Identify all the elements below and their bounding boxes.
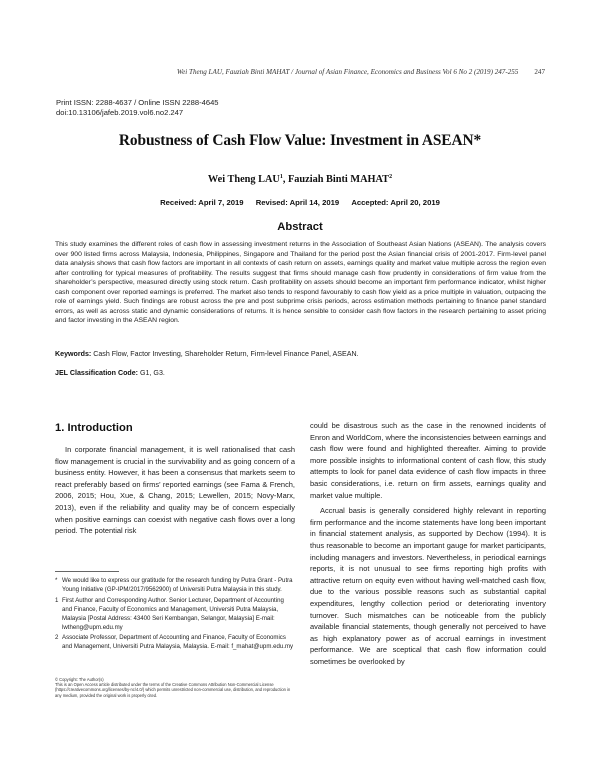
abstract-heading: Abstract [277, 221, 323, 233]
introduction-heading: 1. Introduction [55, 422, 133, 434]
footnote-mark: 2 [55, 634, 59, 642]
doi-line[interactable]: doi:10.13106/jafeb.2019.vol6.no2.247 [56, 107, 184, 117]
revised-date: Revised: April 14, 2019 [255, 198, 340, 207]
author-line [0, 174, 600, 185]
keywords-line [55, 350, 546, 358]
keywords-label: Keywords: [55, 350, 92, 358]
jel-text: G1, G3. [138, 369, 165, 377]
footnote-mark: 1 [55, 596, 59, 604]
author-2-affiliation-mark: 2 [389, 174, 393, 180]
left-column [55, 420, 295, 537]
footnotes [55, 577, 295, 654]
jel-label: JEL Classification Code: [55, 369, 139, 377]
author-2: Fauziah Binti MAHAT [287, 174, 390, 185]
paper-title: Robustness of Cash Flow Value: Investment in ASEAN* [118, 132, 482, 149]
right-column [310, 420, 546, 667]
submission-dates [0, 198, 600, 207]
issn-block [56, 98, 219, 117]
copyright-line: © Copyright: The Author(s) [55, 677, 104, 682]
license-text: This is an Open Access article distributed under the terms of the Creative Commons Attribution Non-Commercial License (https://creativecommons.org/licenses/by-nc/4.0/) which permits unrestricted non-commercial use, distribution, and reproduction in any medium, provided the original work is properly cited. [55, 682, 291, 698]
running-header [60, 68, 545, 76]
footnote-text: First Author and Corresponding Author. Senior Lecturer, Department of Accounting and Finance, Faculty of Economics and Management, Universiti Putra Malaysia, Malaysia [Postal Address: 43400 Seri Kembangan, Selangor, Malaysia] E-mail: lwtheng@upm.edu.my [62, 596, 284, 631]
keywords-text: Cash Flow, Factor Investing, Shareholder Return, Firm-level Finance Panel, ASEAN. [91, 350, 359, 358]
license-notice [55, 677, 295, 698]
author-1: Wei Theng LAU [207, 174, 280, 185]
page-number: 247 [534, 68, 545, 76]
intro-paragraph-2: Accrual basis is generally considered highly relevant in reporting firm performance and the income statements have long been important in financial statement analysis, as supported by Dechow (1994). It is thus reasonable to become an important gauge for market participants, including managers and investors. Nevertheless, in periodical earnings reports, it is not unusual to see firms reporting high profits with attractive return on equity even without having well-matched cash flow, due to the various possible reasons such as substantial capital expenditures, lengthy collection period or deteriorating inventory turnover. Such mismatches can be noticeable from the publicly available financial statements, though generally not perceived to have as high explanatory power as of accrual earnings in investment performance. We are sceptical that cash flow information could sometimes be overlooked by [310, 506, 546, 666]
intro-paragraph-1: In corporate financial management, it is well rationalised that cash flow management is crucial in the survivability and as going concern of a business entity. However, it has been a consensus that markets seem to react preferably based on firms’ reported earnings (see Fama & French, 2006, 2015; Hou, Xue, & Chang, 2015; Lewellen, 2015; Novy-Marx, 2013), even if the reliability and quality may be of concern especially when positive earnings can coexist with negative cash flows over a long period. The potential risk [55, 445, 295, 536]
intro-paragraph-continued: could be disastrous such as the case in the renowned incidents of Enron and WorldCom, where the inconsistencies between earnings and cash flow were found and highlighted thereafter. Aiming to provide more possible insights to informational content of cash flow, this study attempts to look for panel data evidence of cash flow impacts in three basic considerations, i.e. return on firm assets, earnings quality and market value multiple. [310, 421, 546, 500]
footnote-divider [55, 571, 119, 572]
footnote-author-1 [55, 597, 295, 633]
author-separator: , [282, 174, 288, 185]
footnote-funding [55, 577, 295, 595]
jel-line [55, 369, 546, 377]
footnote-text: Associate Professor, Department of Accounting and Finance, Faculty of Economics and Management, Universiti Putra Malaysia, Malaysia. E-mail: f_mahat@upm.edu.my [62, 634, 294, 651]
footnote-author-2 [55, 634, 295, 652]
author-1-affiliation-mark: 1 [279, 174, 283, 180]
footnote-text: We would like to express our gratitude for the research funding by Putra Grant - Putra Young Initiative (GP-IPM/2017/9562900) of Universiti Putra Malaysia in this study. [62, 577, 293, 593]
running-head-text: Wei Theng LAU, Fauziah Binti MAHAT / Journal of Asian Finance, Economics and Business Vol 6 No 2 (2019) 247-255 [176, 68, 519, 76]
abstract-text: This study examines the different roles of cash flow in assessing investment returns in the Association of Southeast Asian Nations (ASEAN). The analysis covers over 900 listed firms across Malaysia, Indonesia, Philippines, Singapore and Thailand for the period post the Asian financial crisis of 2001-2017. Firm-level panel data analysis shows that cash flow factors are important in all contexts of cash return on assets, earnings quality and market value multiple across the region even after controlling for typical measures of profitability. The results suggest that firms should manage cash flow prudently in considerations of firm value from the shareholder’s perspective, measured directly using stock return. Cash profitability on assets should become an important firm performance indicator, whilst higher cash component over reported earnings is preferred. The market also tends to respond favourably to cash flow yield as a price multiple in valuation, outpacing the role of earnings yield. Such findings are robust across the pre and post subprime crisis periods, across estimation methods pertaining to finance panel standard errors, as well as across static and dynamic considerations of returns. It is hence sensible to consider cash flow factors in the research pertaining to asset pricing and factor investing in the ASEAN region. [55, 241, 546, 325]
accepted-date: Accepted: April 20, 2019 [351, 198, 440, 207]
footnote-mark: * [55, 577, 58, 584]
issn-line: Print ISSN: 2288-4637 / Online ISSN 2288-4645 [56, 98, 219, 107]
received-date: Received: April 7, 2019 [160, 198, 244, 207]
